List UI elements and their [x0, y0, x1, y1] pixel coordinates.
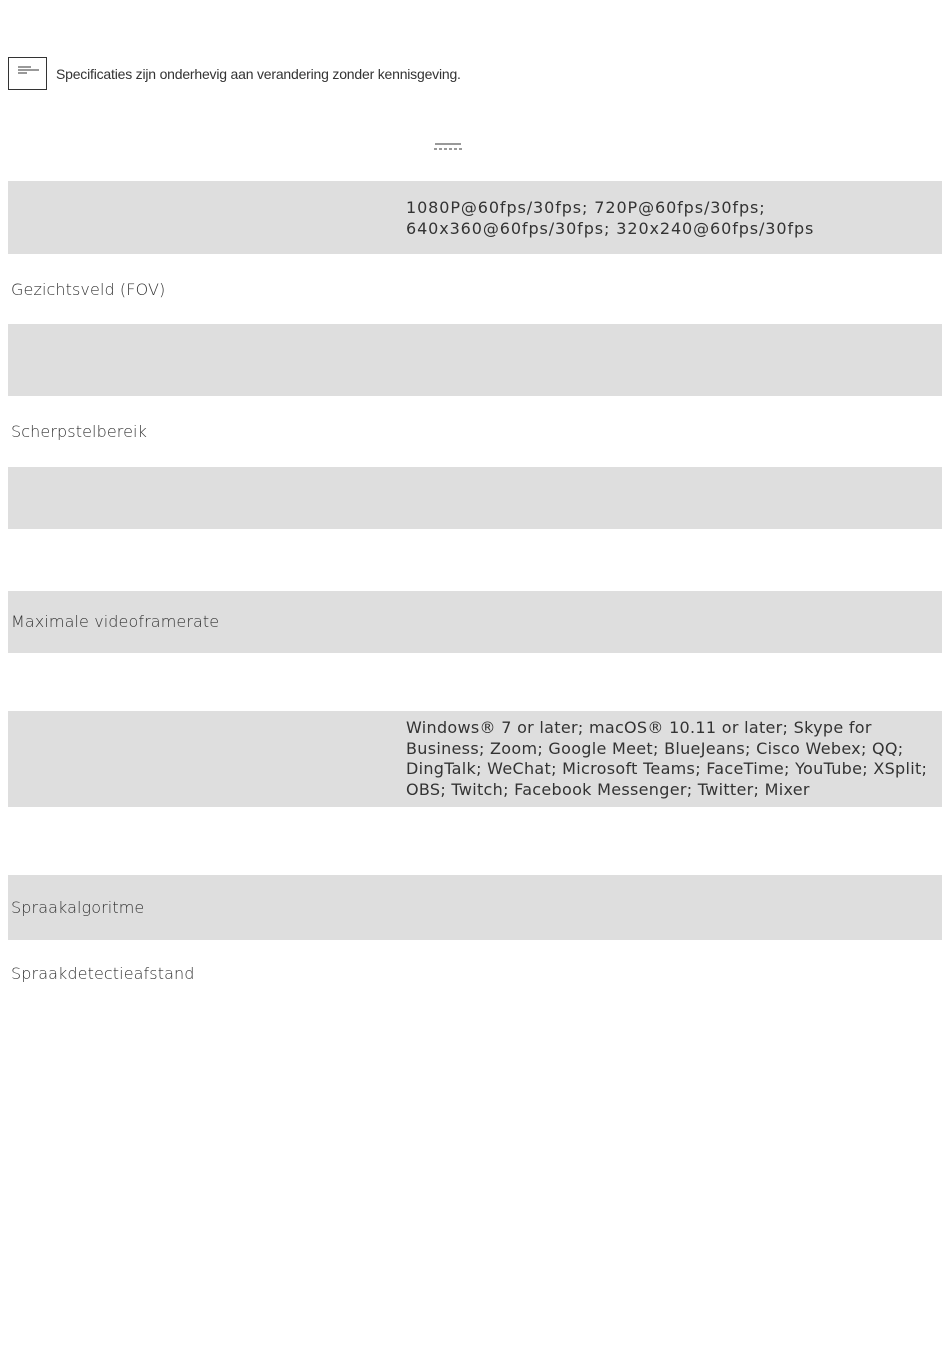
- spec-row: [8, 653, 942, 711]
- spec-row: [8, 254, 942, 324]
- spec-row: [8, 467, 942, 529]
- spec-row: [8, 807, 942, 875]
- spec-value: Windows® 7 or later; macOS® 10.11 or later; Skype for Business; Zoom; Google Meet; BlueJeans; Cisco Webex; QQ; DingTalk; WeChat; Microsoft Teams; FaceTime; YouTube; XSplit; OBS; Twitch; Facebook Messenger; Twitter; Mixer: [406, 718, 928, 799]
- spec-row: [8, 875, 942, 940]
- spec-row: [8, 181, 942, 254]
- spec-row: [8, 711, 942, 807]
- spec-row: [8, 940, 942, 1006]
- spec-label: Spraakalgoritme: [11, 898, 145, 917]
- spec-label: Gezichtsveld (FOV): [11, 280, 166, 299]
- spec-row: [8, 396, 942, 467]
- spec-row: [8, 591, 942, 653]
- spec-label: Spraakdetectieafstand: [11, 964, 195, 983]
- spec-row: [8, 529, 942, 591]
- spec-value: 1080P@60fps/30fps; 720P@60fps/30fps; 640x360@60fps/30fps; 320x240@60fps/30fps: [406, 198, 815, 238]
- spec-label: Maximale videoframerate: [11, 612, 220, 631]
- spec-label: Scherpstelbereik: [11, 422, 147, 441]
- divider-mark: [432, 142, 464, 152]
- document-lines-icon: [8, 57, 47, 90]
- disclaimer-text: Specificaties zijn onderhevig aan verandering zonder kennisgeving.: [56, 66, 461, 82]
- spec-row: [8, 324, 942, 396]
